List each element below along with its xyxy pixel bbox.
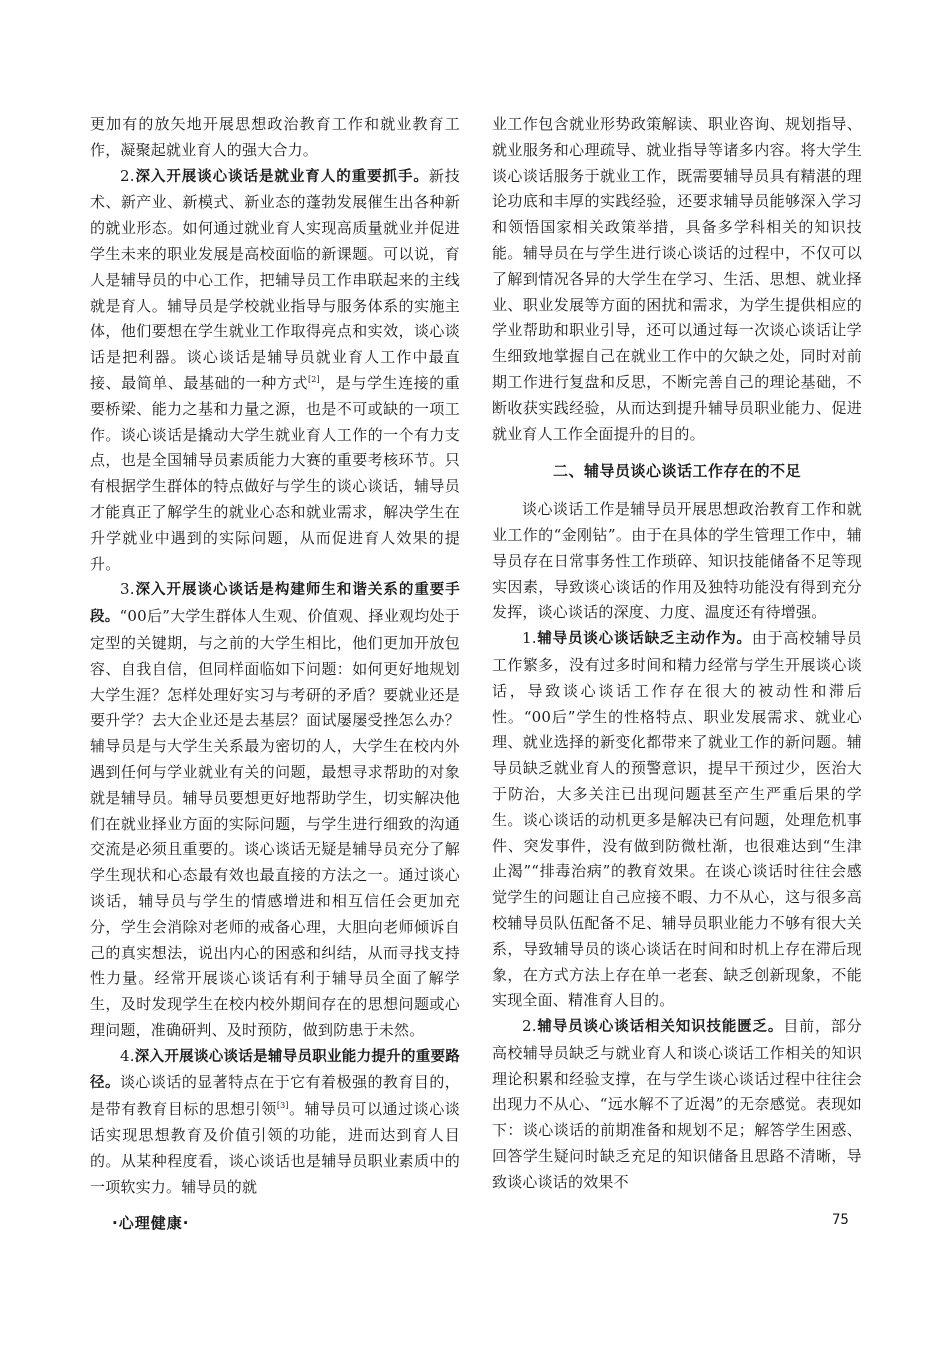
paragraph-text: “00后”大学生群体人生观、价值观、择业观均处于定型的关键期，与之前的大学生相比，他们更加开放包容、自我自信，但同样面临如下问题：如何更好地规划大学生涯？怎样处理好实习与考研的矛盾？要就业还是要升学？去大企业还是去基层？面试屡屡受挫怎么办？辅导员是与大学生关系最为密切的人，大学生在校内外遇到任何与学业就业有关的问题，最想寻求帮助的对象就是辅导员。辅导员要想更好地帮助学生，切实解决他们在就业择业方面的实际问题，与学生进行细致的沟通交流是必须且重要的。谈心谈话无疑是辅导员充分了解学生现状和心态最有效也最直接的方法之一。通过谈心谈话，辅导员与学生的情感增进和相互信任会更加充分，学生会消除对老师的戒备心理，大胆向老师倾诉自己的真实想法，说出内心的困惑和纠结，从而寻找支持性力量。经常开展谈心谈话有利于辅导员全面了解学生，及时发现学生在校内校外期间存在的思想问题或心理问题，准确研判、及时预防，做到防患于未然。 [90, 607, 460, 1039]
paragraph: 谈心谈话工作是辅导员开展思想政治教育工作和就业工作的“金刚钻”。由于在具体的学生管理工作中，辅导员存在日常事务性工作琐碎、知识技能储备不足等现实因素，导致谈心谈话的作用及独特功能没有得到充分发挥，谈心谈话的深度、力度、温度还有待增强。 [492, 500, 862, 622]
paragraph: 更加有的放矢地开展思想政治教育工作和就业教育工作，凝聚起就业育人的强大合力。 [90, 115, 460, 159]
paragraph-heading: 辅导员谈心谈话缺乏主动作为。 [536, 631, 752, 648]
citation-ref: [2] [307, 374, 320, 384]
left-column [90, 112, 460, 1200]
paragraph [90, 1044, 460, 1201]
paragraph-heading: 辅导员谈心谈话相关知识技能匮乏。 [536, 1019, 784, 1036]
paragraph-text: 谈心谈话的显著特点在于它有着极强的教育目的，是带有教育目标的思想引领 [90, 1073, 461, 1119]
paragraph-text: 由于高校辅导员工作繁多，没有过多时间和精力经常与学生开展谈心谈话，导致谈心谈话工作存在很大的被动性和滞后性。“00后”学生的性格特点、职业发展需求、就业心理、就业选择的新变化都带来了就业工作的新问题。辅导员缺乏就业育人的预警意识，提早干预过少，医治大于防治，大多关注已出现问题甚至产生严重后果的学生。谈心谈话的动机更多是解决已有问题，处理危机事件、突发事件，没有做到防微杜渐，也很难达到“生津止渴”“排毒治病”的教育效果。在谈心谈话时往往会感觉学生的问题让自己应接不暇、力不从心，这与很多高校辅导员队伍配备不足、辅导员职业能力不够有很大关系，导致辅导员的谈心谈话在时间和时机上存在滞后现象，在方式方法上存在单一老套、缺乏创新现象，不能实现全面、精准育人目的。 [492, 629, 862, 1010]
item-number: 4. [120, 1046, 135, 1065]
item-number: 2. [120, 166, 135, 185]
citation-ref: [3] [276, 1101, 289, 1111]
item-number: 3. [120, 580, 135, 599]
paragraph [492, 1014, 862, 1196]
paragraph-heading: 深入开展谈心谈话是就业育人的重要抓手。 [134, 168, 429, 185]
footer-section-label: ·心理健康· [112, 1214, 190, 1232]
item-number: 2. [522, 1017, 537, 1036]
section-heading: 二、辅导员谈心谈话工作存在的不足 [552, 462, 801, 481]
paragraph: 业工作包含就业形势政策解读、职业咨询、规划指导、就业服务和心理疏导、就业指导等诸多内容。将大学生谈心谈话服务于就业工作，既需要辅导员具有精湛的理论功底和丰厚的实践经验，还要求辅导员能够深入学习和领悟国家相关政策举措，具备多学科相关的知识技能。辅导员在与学生进行谈心谈话的过程中，不仅可以了解到情况各异的大学生在学习、生活、思想、就业择业、职业发展等方面的困扰和需求，为学生提供相应的学业帮助和职业引导，还可以通过每一次谈心谈话让学生细致地掌握自己在就业工作中的欠缺之处，同时对前期工作进行复盘和反思，不断完善自己的理论基础，不断收获实践经验，从而达到提升辅导员职业能力、促进就业育人工作全面提升的目的。 [492, 115, 862, 443]
paragraph [90, 164, 460, 578]
paragraph-heading: 深入开展谈心谈话是构建师生和谐关系的重要手段。 [90, 582, 460, 626]
paragraph [492, 626, 862, 1014]
paragraph-text: ，是与学生连接的重要桥梁、能力之基和力量之源，也是不可或缺的一项工作。谈心谈话是撬动大学生就业育人工作的一个有力支点，也是全国辅导员素质能力大赛的重要考核环节。只有根据学生群体的特点做好与学生的谈心谈话，辅导员才能真正了解学生的就业心态和就业需求，解决学生在升学就业中遇到的实际问题，从而促进育人效果的提升。 [90, 373, 460, 573]
paragraph-text: 目前，部分高校辅导员缺乏与就业育人和谈心谈话工作相关的知识理论积累和经验支撑，在与学生谈心谈话过程中往往会出现力不从心、“远水解不了近渴”的无奈感觉。表现如下：谈心谈话的前期准备和规划不足；解答学生困惑、回答学生疑问时缺乏充足的知识储备且思路不清晰，导致谈心谈话的效果不 [492, 1017, 862, 1191]
paragraph-heading: 深入开展谈心谈话是辅导员职业能力提升的重要路径。 [90, 1048, 460, 1092]
paragraph-text: 。辅导员可以通过谈心谈话实现思想教育及价值引领的功能，进而达到育人目的。从某种程度看，谈心谈话也是辅导员职业素质中的一项软实力。辅导员的就 [90, 1100, 460, 1196]
item-number: 1. [522, 629, 537, 648]
paragraph-text: 新技术、新产业、新模式、新业态的蓬勃发展催生出各种新的就业形态。如何通过就业育人实现高质量就业并促进学生未来的职业发展是高校面临的新课题。可以说，育人是辅导员的中心工作，把辅导员工作串联起来的主线就是育人。辅导员是学校就业指导与服务体系的实施主体，他们要想在学生就业工作取得亮点和实效，谈心谈话是把利器。谈心谈话是辅导员就业育人工作中最直接、最简单、最基础的一种方式 [90, 166, 460, 392]
page-number: 75 [832, 1212, 849, 1228]
right-column [492, 112, 862, 1196]
paragraph [90, 577, 460, 1043]
